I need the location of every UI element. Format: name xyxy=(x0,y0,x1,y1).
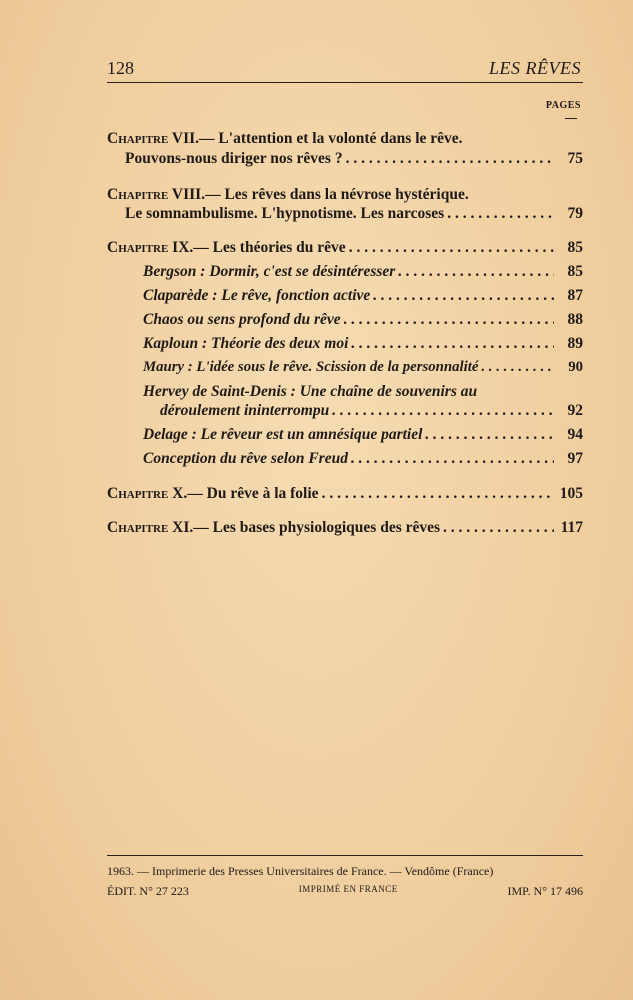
section-title: Conception du rêve selon Freud xyxy=(143,450,348,467)
chapter-prefix: Chapitre XI. xyxy=(107,519,194,536)
chapter-title-cont: Le somnambulisme. L'hypnotisme. Les narcoses xyxy=(125,205,445,222)
printed-in-france: IMPRIMÉ EN FRANCE xyxy=(298,884,398,894)
dot-leader xyxy=(332,402,554,420)
chapter-prefix: Chapitre X. xyxy=(107,485,188,502)
page-ref: 75 xyxy=(567,150,583,167)
section-title: Kaploun : Théorie des deux moi xyxy=(143,335,349,352)
page-ref: 97 xyxy=(567,450,583,467)
footer-rule xyxy=(107,855,583,856)
toc-sub-bergson xyxy=(143,263,583,281)
page-ref: 85 xyxy=(567,263,583,280)
dot-leader xyxy=(398,263,554,281)
pages-column-label: PAGES xyxy=(545,100,581,111)
page-ref: 90 xyxy=(568,359,583,375)
dot-leader xyxy=(322,485,554,503)
toc-chapter-9 xyxy=(107,239,583,257)
header-rule xyxy=(107,82,583,83)
page-ref: 88 xyxy=(567,311,583,328)
chapter-title: — Les bases physiologiques des rêves xyxy=(193,519,441,536)
footer-numbers-line xyxy=(107,884,583,899)
dot-leader xyxy=(351,335,554,353)
dot-leader xyxy=(349,239,554,257)
dot-leader xyxy=(344,311,554,329)
section-title: Delage : Le rêveur est un amnésique partiel xyxy=(143,426,423,443)
section-title: Hervey de Saint-Denis : Une chaîne de souvenirs au xyxy=(143,383,478,400)
page-ref: 105 xyxy=(559,485,583,502)
toc-sub-kaploun xyxy=(143,335,583,353)
page-ref: 94 xyxy=(567,426,583,443)
toc-sub-delage xyxy=(143,426,583,444)
toc-sub-hervey-cont xyxy=(160,402,583,420)
dot-leader xyxy=(443,519,554,537)
dot-leader xyxy=(346,150,554,168)
toc-chapter-10 xyxy=(107,485,583,503)
toc-chapter-7 xyxy=(107,130,583,148)
toc-chapter-7-cont xyxy=(125,150,583,168)
toc-sub-chaos xyxy=(143,311,583,329)
running-title: LES RÊVES xyxy=(489,58,581,78)
chapter-prefix: Chapitre IX. xyxy=(107,239,194,256)
toc-sub-maury xyxy=(143,359,583,376)
toc-chapter-11 xyxy=(107,519,583,537)
page-number: 128 xyxy=(107,58,134,78)
chapter-title: — Les théories du rêve xyxy=(193,239,346,256)
page-ref: 117 xyxy=(560,519,583,536)
page-ref: 79 xyxy=(567,205,583,222)
edit-number: ÉDIT. N° 27 223 xyxy=(107,884,189,898)
toc-chapter-8-cont xyxy=(125,205,583,223)
chapter-prefix: Chapitre VII. xyxy=(107,130,200,147)
imprint-text: 1963. — Imprimerie des Presses Universitaires de France. — Vendôme (France) xyxy=(107,864,494,878)
dot-leader xyxy=(351,450,554,468)
section-title: Claparède : Le rêve, fonction active xyxy=(143,287,371,304)
section-title-cont: déroulement ininterrompu xyxy=(160,402,330,419)
dot-leader xyxy=(481,359,554,376)
pages-column-dash xyxy=(565,118,577,119)
section-title: Bergson : Dormir, c'est se désintéresser xyxy=(143,263,396,280)
toc-sub-hervey xyxy=(143,383,583,401)
section-title: Maury : L'idée sous le rêve. Scission de la personnalité xyxy=(143,359,479,375)
section-title: Chaos ou sens profond du rêve xyxy=(143,311,341,328)
chapter-title: — Les rêves dans la névrose hystérique. xyxy=(205,186,469,203)
chapter-prefix: Chapitre VIII. xyxy=(107,186,206,203)
chapter-title: — Du rêve à la folie xyxy=(187,485,319,502)
toc-sub-claparede xyxy=(143,287,583,305)
dot-leader xyxy=(447,205,554,223)
chapter-title: — L'attention et la volonté dans le rêve. xyxy=(199,130,463,147)
toc-chapter-8 xyxy=(107,186,583,204)
chapter-title-cont: Pouvons-nous diriger nos rêves ? xyxy=(125,150,343,167)
dot-leader xyxy=(425,426,554,444)
page-ref: 89 xyxy=(567,335,583,352)
page-ref: 87 xyxy=(567,287,583,304)
page-ref: 85 xyxy=(567,239,583,256)
page-ref: 92 xyxy=(567,402,583,419)
footer-imprint-line xyxy=(107,864,583,879)
dot-leader xyxy=(373,287,554,305)
imp-number: IMP. N° 17 496 xyxy=(507,884,583,898)
toc-sub-freud xyxy=(143,450,583,468)
